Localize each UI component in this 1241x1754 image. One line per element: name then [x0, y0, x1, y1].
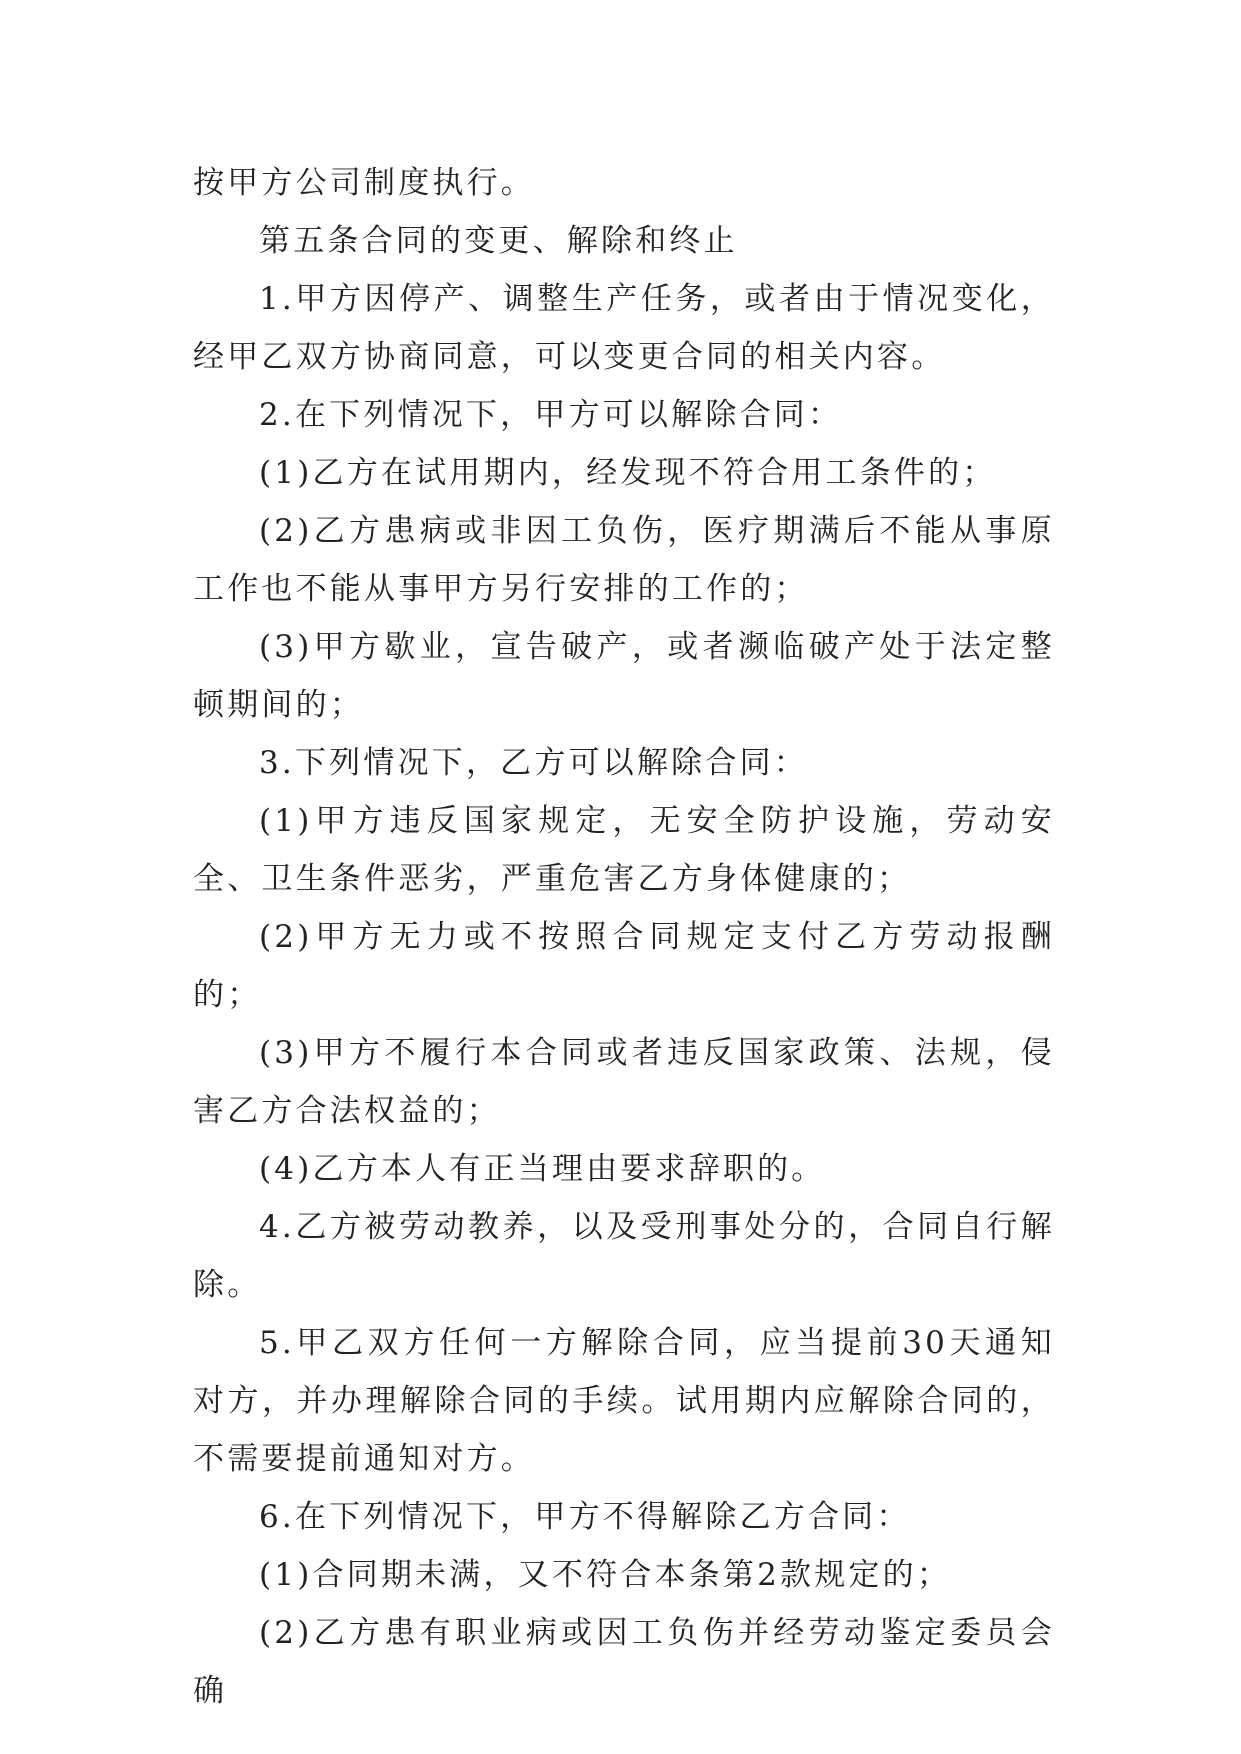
- paragraph: (1)乙方在试用期内，经发现不符合用工条件的；: [259, 455, 997, 491]
- paragraph: (1)甲方违反国家规定，无安全防护设施，劳动安全、卫生条件恶劣，严重危害乙方身体健康的；: [193, 803, 1055, 897]
- paragraph: 6.在下列情况下，甲方不得解除乙方合同：: [259, 1499, 911, 1535]
- paragraph: 按甲方公司制度执行。: [193, 165, 535, 201]
- paragraph: 4.乙方被劳动教养，以及受刑事处分的，合同自行解除。: [193, 1209, 1055, 1303]
- document-body: [193, 154, 1055, 1720]
- paragraph: 2.在下列情况下，甲方可以解除合同：: [259, 397, 843, 433]
- paragraph: (2)乙方患有职业病或因工负伤并经劳动鉴定委员会确: [193, 1615, 1055, 1709]
- paragraph: (3)甲方歇业，宣告破产，或者濒临破产处于法定整顿期间的；: [193, 629, 1055, 723]
- paragraph: 1.甲方因停产、调整生产任务，或者由于情况变化，经甲乙双方协商同意，可以变更合同的相关内容。: [193, 281, 1055, 375]
- section-heading: 第五条合同的变更、解除和终止: [259, 223, 738, 259]
- paragraph: (3)甲方不履行本合同或者违反国家政策、法规，侵害乙方合法权益的；: [193, 1035, 1055, 1129]
- paragraph: (4)乙方本人有正当理由要求辞职的。: [259, 1151, 826, 1187]
- paragraph: (2)甲方无力或不按照合同规定支付乙方劳动报酬的；: [193, 919, 1055, 1013]
- paragraph: (1)合同期未满，又不符合本条第2款规定的；: [259, 1557, 952, 1593]
- paragraph: (2)乙方患病或非因工负伤，医疗期满后不能从事原工作也不能从事甲方另行安排的工作的；: [193, 513, 1055, 607]
- paragraph: 3.下列情况下，乙方可以解除合同：: [259, 745, 808, 781]
- paragraph: 5.甲乙双方任何一方解除合同，应当提前30天通知对方，并办理解除合同的手续。试用期内应解除合同的，不需要提前通知对方。: [193, 1325, 1055, 1477]
